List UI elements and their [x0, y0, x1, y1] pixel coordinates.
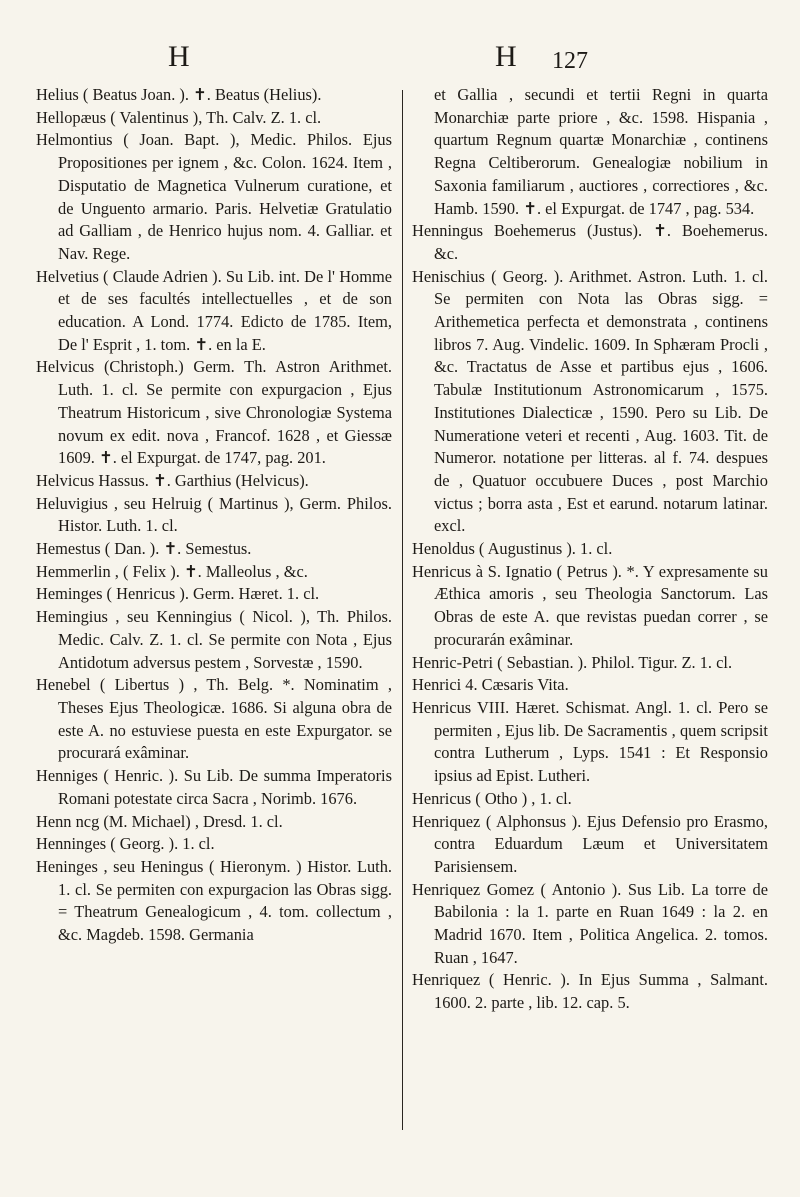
entry: Helvicus (Christoph.) Germ. Th. Astron Arithmet. Luth. 1. cl. Se permite con expurgacion , Ejus Theatrum Historicum , sive Chronologiæ Systema novum ex edit. nova , Francof. 1628 , et Giessæ 1609. ✝. el Expurgat. de 1747, pag. 201.: [36, 357, 392, 468]
entry: Helvetius ( Claude Adrien ). Su Lib. int. De l' Homme et de ses facultés intellectuelles , et de son education. A Lond. 1774. Edicto de 1785. Item, De l' Esprit , 1. tom. ✝. en la E.: [36, 266, 392, 354]
left-column: [36, 84, 392, 947]
entry: Helmontius ( Joan. Bapt. ), Medic. Philos. Ejus Propositiones per ignem , &c. Colon. 1624. Item , Disputatio de Magnetica Vulnerum curatione, et de Unguento armario. Paris. Helvetiæ Gratulatio ad Galliam , de Henrico hujus nom. 4. Galliar. et Nav. Rege.: [36, 130, 392, 263]
entry: Henischius ( Georg. ). Arithmet. Astron. Luth. 1. cl. Se permiten con Nota las Obras sigg. = Arithemetica perfecta et demonstrata , continens libros 7. Aug. Vindelic. 1609. In Sphæram Procli , &c. Tractatus de Asse et partibus ejus , 1606. Tabulæ Institutionum Astronomicarum , 1575. Institutiones Dialecticæ , 1590. Pero su Lib. De Numeratione veteri et recenti , Aug. 1603. Tit. de Numeror. notatione per litteras. al f. 74. despues de , Quatuor occubuere Duces , post Marchio victus ; borra asta , Est et earund. notarum latinar. excl.: [412, 266, 768, 536]
running-head-right: H: [495, 40, 518, 73]
entry: Henrici 4. Cæsaris Vita.: [412, 675, 569, 695]
entry: Heminges ( Henricus ). Germ. Hæret. 1. cl.: [36, 584, 320, 604]
entry: Hemingius , seu Kenningius ( Nicol. ), Th. Philos. Medic. Calv. Z. 1. cl. Se permite con Nota , Ejus Antidotum adversus pestem , Sorvestæ , 1590.: [36, 607, 392, 672]
entry: Henricus ( Otho ) , 1. cl.: [412, 788, 572, 808]
entry: Henoldus ( Augustinus ). 1. cl.: [412, 539, 613, 559]
entry: Henebel ( Libertus ) , Th. Belg. *. Nominatim , Theses Ejus Theologicæ. 1686. Si alguna obra de este A. no estuviese puesta en este Expurgator. se procurará exâminar.: [36, 675, 392, 763]
entry: Henninges ( Georg. ). 1. cl.: [36, 834, 215, 854]
entry: Heninges , seu Heningus ( Hieronym. ) Histor. Luth. 1. cl. Se permiten con expurgacion las Obras sigg. = Theatrum Genealogicum , 4. tom. collectum , &c. Magdeb. 1598. Germania: [36, 856, 392, 945]
page-number: 127: [552, 48, 588, 74]
entry: Helvicus Hassus. ✝. Garthius (Helvicus).: [36, 470, 309, 490]
entry: Heluvigius , seu Helruig ( Martinus ), Germ. Philos. Histor. Luth. 1. cl.: [36, 493, 392, 536]
right-column: [412, 84, 768, 1015]
entry: Helius ( Beatus Joan. ). ✝. Beatus (Helius).: [36, 85, 322, 104]
running-head-left: H: [168, 40, 191, 73]
entry: Henriquez ( Alphonsus ). Ejus Defensio pro Erasmo, contra Eduardum Læum et Universitatem Parisiensem.: [412, 811, 768, 876]
entry: Henricus VIII. Hæret. Schismat. Angl. 1. cl. Pero se permiten , Ejus lib. De Sacramentis , quem scripsit contra Lutherum , Lyps. 1541 : Et Responsio ipsius ad Epist. Lutheri.: [412, 697, 768, 786]
entry: Henningus Boehemerus (Justus). ✝. Boehemerus. &c.: [412, 221, 768, 263]
entry: Henric-Petri ( Sebastian. ). Philol. Tigur. Z. 1. cl.: [412, 652, 733, 672]
entry: Henriquez Gomez ( Antonio ). Sus Lib. La torre de Babilonia : la 1. parte en Ruan 1649 : la 2. en Madrid 1670. Item , Politica Angelica. 2. tomos. Ruan , 1647.: [412, 879, 768, 967]
column-divider: [402, 90, 403, 1130]
entry: Henricus à S. Ignatio ( Petrus ). *. Y expresamente su Æthica amoris , seu Theologia Sanctorum. Las Obras de este A. que revistas puedan correr , se procurarán exâminar.: [412, 561, 768, 649]
entry: Henriquez ( Henric. ). In Ejus Summa , Salmant. 1600. 2. parte , lib. 12. cap. 5.: [412, 970, 768, 1013]
entry: Hemestus ( Dan. ). ✝. Semestus.: [36, 539, 252, 559]
entry: Hemmerlin , ( Felix ). ✝. Malleolus , &c.: [36, 561, 308, 581]
entry: Henn ncg (M. Michael) , Dresd. 1. cl.: [36, 811, 283, 831]
entry-continued: et Gallia , secundi et tertii Regni in quarta Monarchiæ parte priore , &c. 1598. Hispania , quartum Regnum quartæ Monarchiæ , continens Regna Celtiberorum. Genealogiæ nobilium in Saxonia familiarum , auctiores , correctiores , &c. Hamb. 1590. ✝. el Expurgat. de 1747 , pag. 534.: [434, 85, 768, 218]
entry: Hellopæus ( Valentinus ), Th. Calv. Z. 1. cl.: [36, 107, 322, 127]
entry: Henniges ( Henric. ). Su Lib. De summa Imperatoris Romani potestate circa Sacra , Norimb. 1676.: [36, 766, 392, 808]
